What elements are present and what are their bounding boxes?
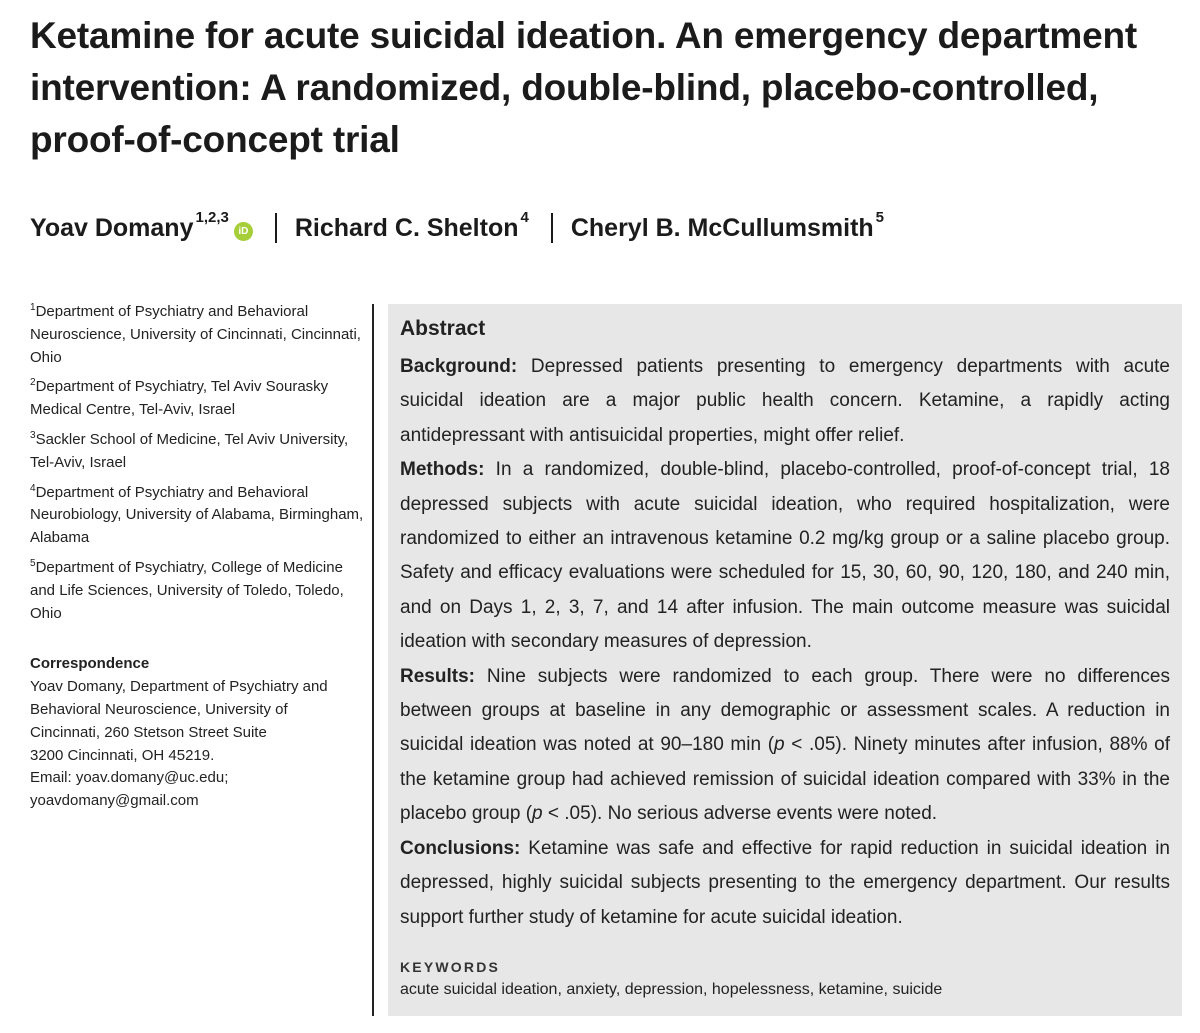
affiliation-4 (30, 482, 365, 550)
orcid-icon[interactable]: iD (234, 222, 253, 241)
affiliation-text: Sackler School of Medicine, Tel Aviv University, Tel-Aviv, Israel (30, 430, 349, 471)
column-divider (372, 304, 374, 1016)
correspondence-line: Cincinnati, 260 Stetson Street Suite (30, 723, 267, 741)
affiliation-number: 2 (30, 377, 36, 389)
author-separator (275, 213, 277, 243)
affiliation-1 (30, 301, 365, 369)
article-title: Ketamine for acute suicidal ideation. An emergency department intervention: A randomized, double-blind, placebo-controlled, proof-of-concept trial (30, 15, 1137, 160)
correspondence-heading: Correspondence (30, 655, 150, 673)
abstract-box (388, 304, 1182, 1016)
p-value-symbol: p (774, 734, 785, 756)
section-label: Results: (400, 665, 475, 687)
affiliation-text: Department of Psychiatry and Behavioral Neurobiology, University of Alabama, Birmingham, Alabama (30, 483, 364, 547)
affiliations-sidebar (30, 301, 365, 813)
abstract-results (400, 660, 1170, 832)
section-text: Nine subjects were randomized to each group. There were no differences between groups at baseline in any demographic or assessment scales. A reduction in suicidal ideation was noted at 90–180 min ( (400, 665, 1170, 756)
section-label: Background: (400, 356, 518, 377)
affiliation-text: Department of Psychiatry, College of Medicine and Life Sciences, University of Toledo, Toledo, Ohio (30, 558, 344, 622)
correspondence-line: 3200 Cincinnati, OH 45219. (30, 746, 215, 764)
keywords-section (400, 959, 1170, 999)
section-text: In a randomized, double-blind, placebo-controlled, proof-of-concept trial, 18 depressed subjects with acute suicidal ideation, who required hospitalization, were randomized to either an intravenous ketamine 0.2 mg/kg group or a saline placebo group. Safety and efficacy evaluations were scheduled for 15, 30, 60, 90, 120, 180, and 240 min, and on Days 1, 2, 3, 7, and 14 after infusion. The main outcome measure was suicidal ideation with secondary measures of depression. (400, 459, 1170, 653)
section-text: < .05). No serious adverse events were noted. (542, 803, 938, 825)
author-affiliation-numbers: 1,2,3 (195, 208, 229, 226)
affiliation-text: Department of Psychiatry and Behavioral Neuroscience, University of Cincinnati, Cincinnati, Ohio (30, 303, 361, 366)
author-name: Richard C. Shelton (294, 213, 519, 242)
correspondence-email-line[interactable]: yoavdomany@gmail.com (30, 792, 199, 810)
affiliation-number: 1 (30, 302, 36, 313)
author-3[interactable] (570, 208, 885, 243)
affiliation-number: 5 (30, 557, 36, 569)
author-affiliation-numbers: 5 (875, 208, 885, 226)
section-text: Depressed patients presenting to emergency departments with acute suicidal ideation are a major public health concern. Ketamine, a rapidly acting antidepressant with antisuicidal properties, might offer relief. (400, 356, 1170, 446)
affiliation-2 (30, 376, 365, 422)
correspondence-line: Yoav Domany, Department of Psychiatry and (30, 678, 328, 696)
affiliation-number: 3 (30, 429, 36, 441)
abstract-conclusions (400, 832, 1170, 935)
affiliation-3 (30, 429, 365, 475)
author-1[interactable] (30, 208, 253, 243)
author-name: Yoav Domany (30, 213, 194, 242)
author-affiliation-numbers: 4 (520, 208, 529, 226)
section-text: Ketamine was safe and effective for rapid reduction in suicidal ideation in depressed, highly suicidal subjects presenting to the emergency department. Our results support further study of ketamine for acute suicidal ideation. (400, 837, 1170, 928)
section-label: Methods: (400, 459, 485, 481)
author-2[interactable] (294, 208, 529, 243)
affiliation-5 (30, 557, 365, 625)
abstract-heading: Abstract (400, 317, 486, 340)
section-text: < .05). Ninety minutes after infusion, 88% of the ketamine group had achieved remission of suicidal ideation compared with 33% in the placebo group ( (400, 734, 1170, 825)
author-list (30, 208, 884, 248)
p-value-symbol: p (532, 803, 543, 825)
affiliation-text: Department of Psychiatry, Tel Aviv Sourasky Medical Centre, Tel-Aviv, Israel (30, 378, 329, 419)
keywords-list: acute suicidal ideation, anxiety, depression, hopelessness, ketamine, suicide (400, 981, 943, 998)
section-label: Conclusions: (400, 837, 521, 859)
correspondence-line: Behavioral Neuroscience, University of (30, 700, 288, 718)
correspondence-email-line[interactable]: Email: yoav.domany@uc.edu; (30, 769, 229, 787)
author-separator (551, 213, 553, 243)
keywords-heading: KEYWORDS (400, 959, 501, 975)
author-name: Cheryl B. McCullumsmith (570, 213, 874, 242)
affiliation-number: 4 (30, 482, 36, 494)
abstract-background (400, 350, 1170, 453)
abstract-methods (400, 453, 1170, 659)
